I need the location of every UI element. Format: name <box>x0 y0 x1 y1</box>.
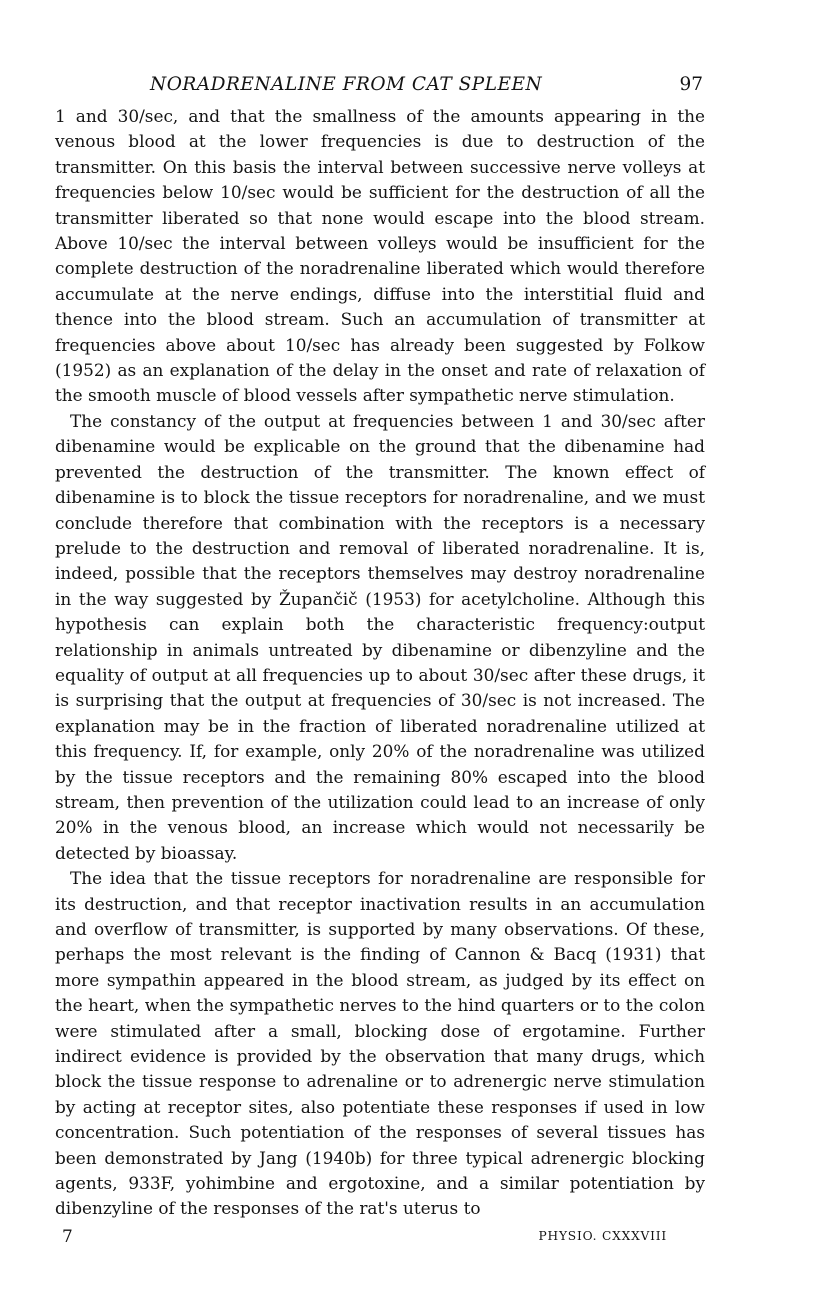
paragraph-1: 1 and 30/sec, and that the smallness of the amounts appearing in the venous blood at the lower frequencies is due to destruction of the transmitter. On this basis the interval between successive nerve volleys at frequencies below 10/sec would be sufficient for the destruction of all the transmitter liberated so that none would escape into the blood stream. Above 10/sec the interval between volleys would be insufficient for the complete destruction of the noradrenaline liberated which would therefore accumulate at the nerve endings, diffuse into the interstitial fluid and thence into the blood stream. Such an accumulation of transmitter at frequencies above about 10/sec has already been suggested by Folkow (1952) as an explanation of the delay in the onset and rate of relaxation of the smooth muscle of blood vessels after sympathetic nerve stimulation. <box>55 106 705 406</box>
journal-mark: PHYSIO. CXXXVIII <box>538 1228 667 1243</box>
page <box>55 72 705 1252</box>
running-title: NORADRENALINE FROM CAT SPLEEN <box>150 74 543 95</box>
paragraph-3: The idea that the tissue receptors for noradrenaline are responsible for its destruction, and that receptor inactivation results in an accumulation and overflow of transmitter, is supported by many observations. Of these, perhaps the most relevant is the finding of Cannon & Bacq (1931) that more sympathin appeared in the blood stream, as judged by its effect on the heart, when the sympathetic nerves to the hind quarters or to the colon were stimulated after a small, blocking dose of ergotamine. Further indirect evidence is provided by the observation that many drugs, which block the tissue response to adrenaline or to adrenergic nerve stimulation by acting at receptor sites, also potentiate these responses if used in low concentration. Such potentiation of the responses of several tissues has been demonstrated by Jang (1940b) for three typical adrenergic blocking agents, 933F, yohimbine and ergotoxine, and a similar potentiation by dibenzyline of the responses of the rat's uterus to <box>55 868 705 1219</box>
body-text <box>55 104 705 1222</box>
paragraph-2: The constancy of the output at frequencies between 1 and 30/sec after dibenamine would be explicable on the ground that the dibenamine had prevented the destruction of the transmitter. The known effect of dibenamine is to block the tissue receptors for noradrenaline, and we must conclude therefore that combination with the receptors is a necessary prelude to the destruction and removal of liberated noradrenaline. It is, indeed, possible that the receptors themselves may destroy noradrenaline in the way suggested by Župančič (1953) for acetylcholine. Although this hypothesis can explain both the characteristic frequency:output relationship in animals untreated by dibenamine or dibenzyline and the equality of output at all frequencies up to about 30/sec after these drugs, it is surprising that the output at frequencies of 30/sec is not increased. The explanation may be in the fraction of liberated noradrenaline utilized at this frequency. If, for example, only 20% of the noradrenaline was utilized by the tissue receptors and the remaining 80% escaped into the blood stream, then prevention of the utilization could lead to an increase of only 20% in the venous blood, an increase which would not necessarily be detected by bioassay. <box>55 410 705 863</box>
page-number: 97 <box>679 74 703 95</box>
running-head <box>55 72 705 104</box>
signature-mark: 7 <box>62 1225 73 1246</box>
page-footer <box>55 1226 705 1252</box>
